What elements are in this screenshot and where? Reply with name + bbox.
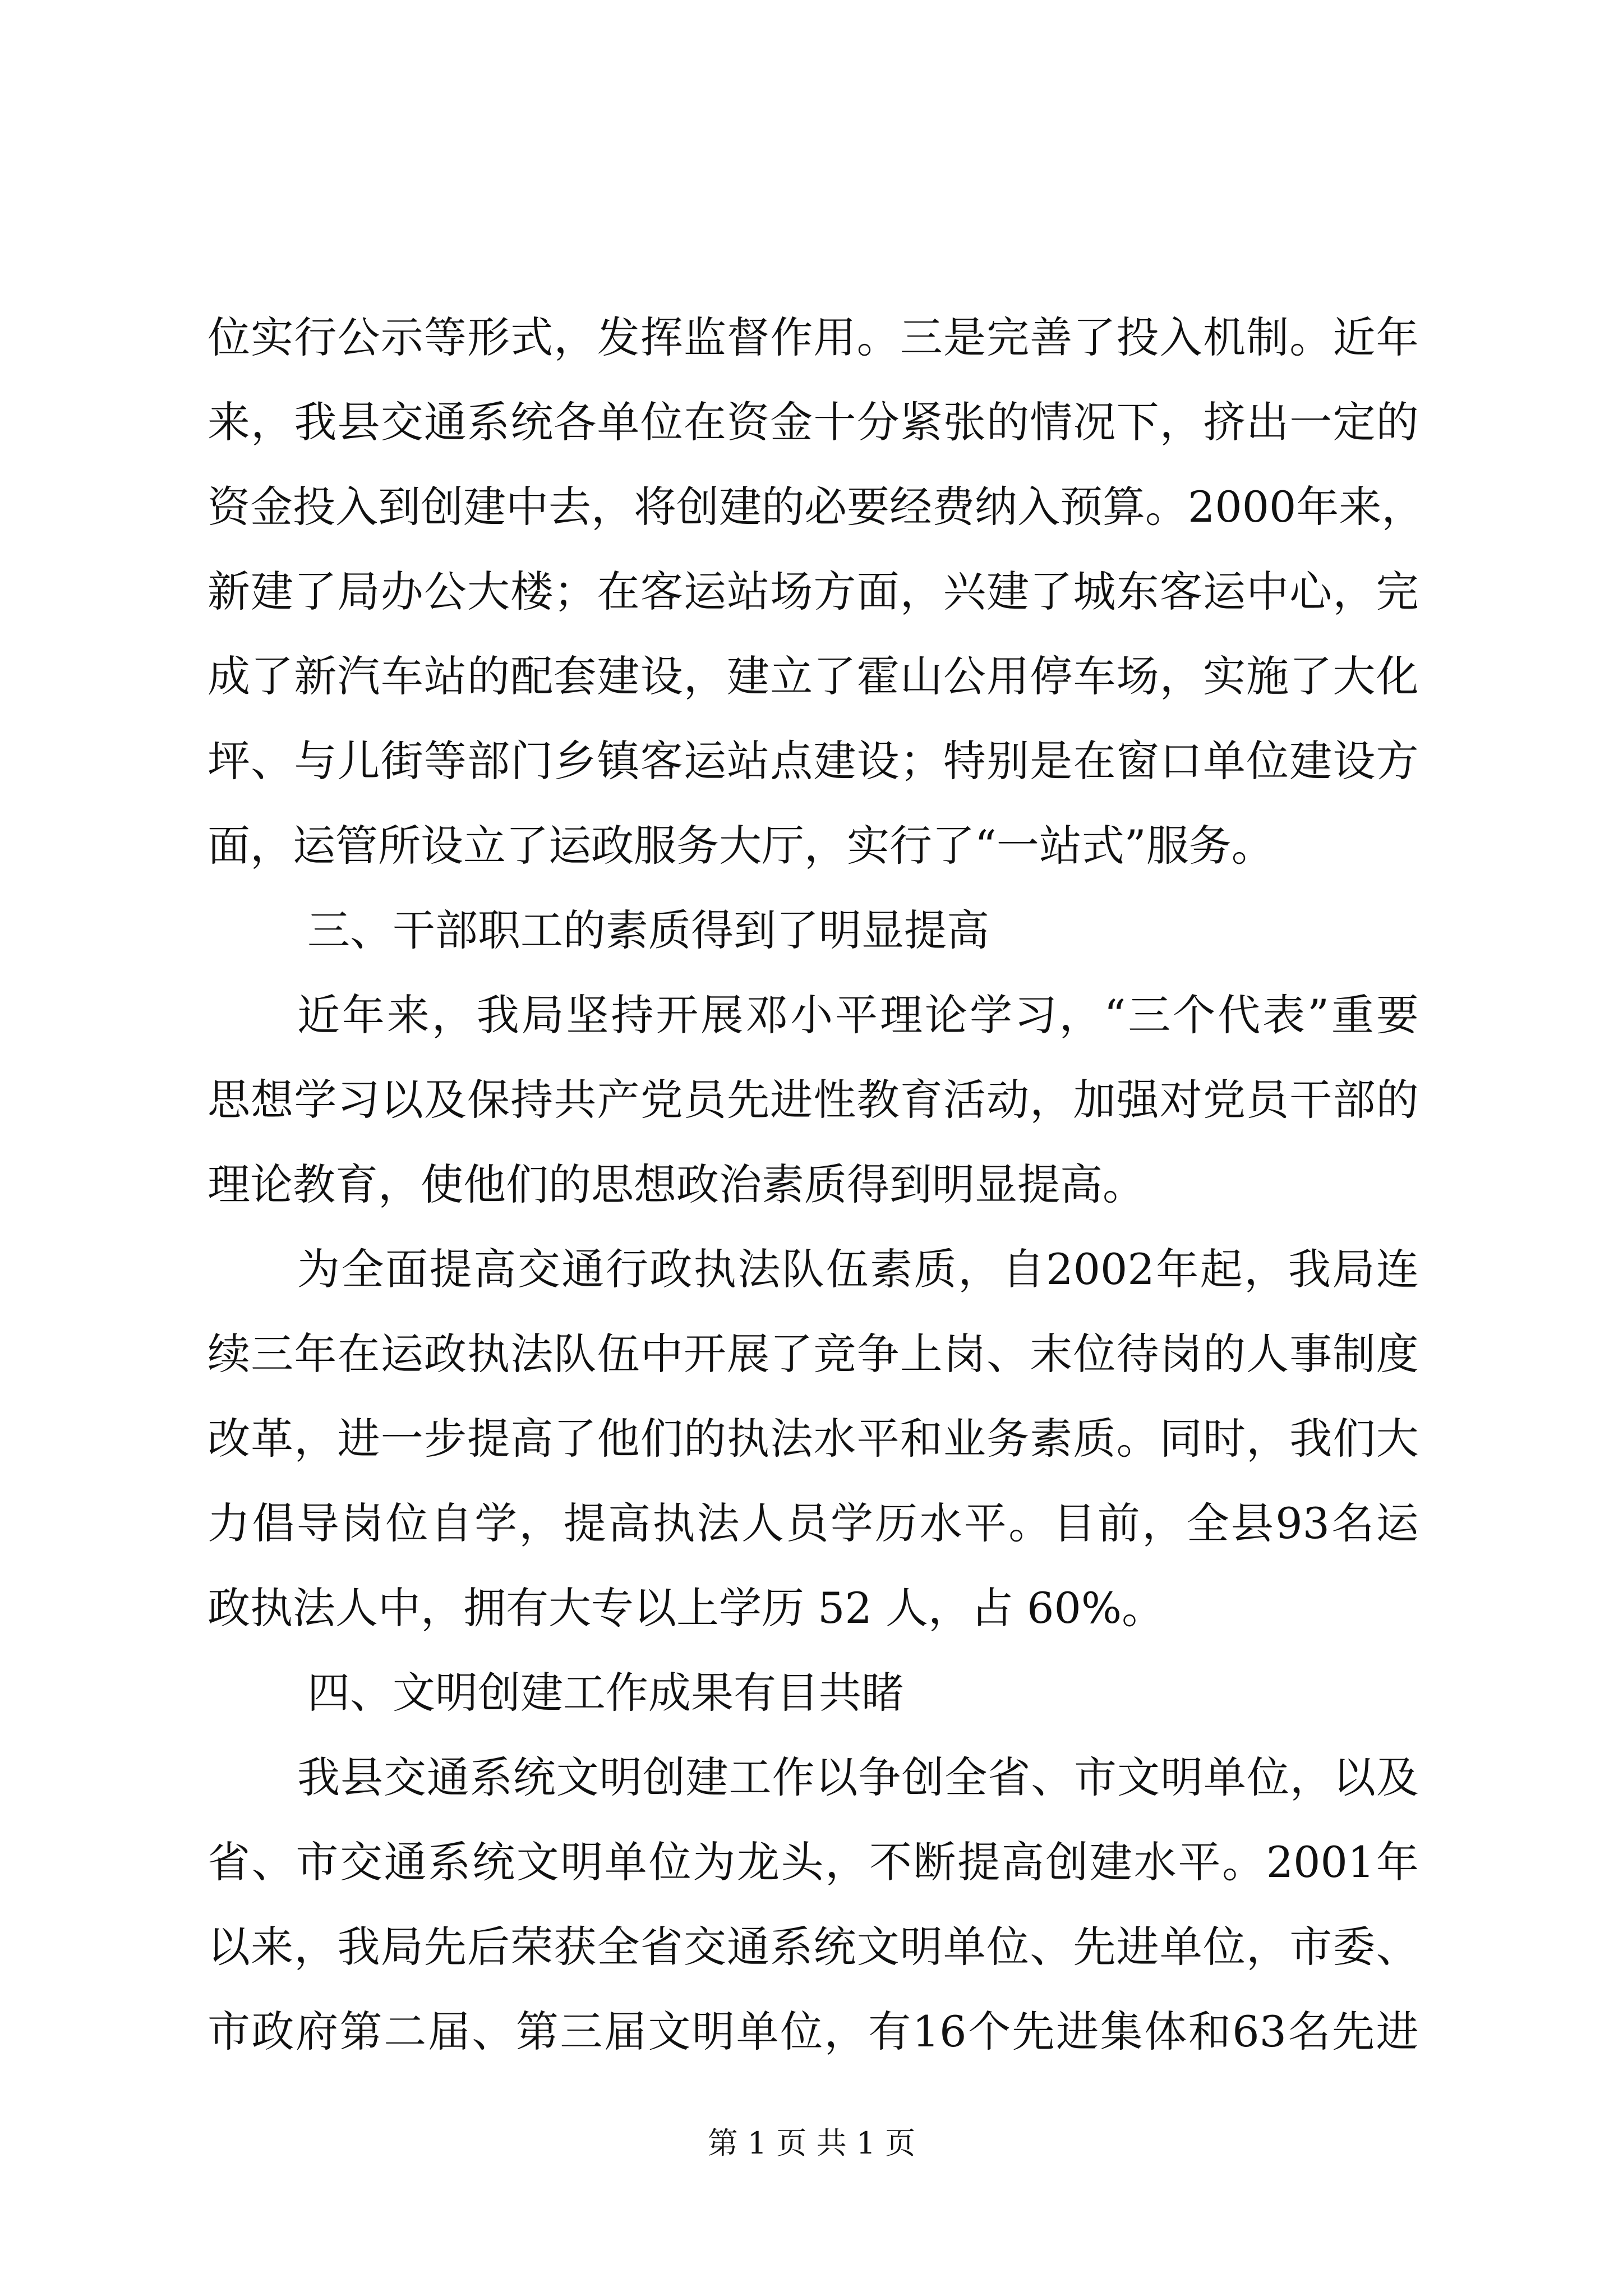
text-line: 为 全 面 提 高 交 通 行 政 执 法 队 伍 素 质 ， 自 2002 年 起 ， 我 局 连 xyxy=(297,1244,1419,1294)
section-heading: 三、干部职工的素质得到了明显提高 xyxy=(307,905,989,955)
document-body xyxy=(208,295,1424,2074)
text-line: 思 想 学 习 以 及 保 持 共 产 党 员 先 进 性 教 育 活 动 ， 加 强 对 党 员 干 部 的 xyxy=(208,1075,1419,1125)
text-line: 政执法人中，拥有大专以上学历 52 人，占 60%。 xyxy=(208,1583,1165,1633)
text-line: 坪 、 与 儿 街 等 部 门 乡 镇 客 运 站 点 建 设 ； 特 别 是 在 窗 口 单 位 建 设 方 xyxy=(208,736,1419,786)
text-line: 我 县 交 通 系 统 文 明 创 建 工 作 以 争 创 全 省 、 市 文 明 单 位 ， 以 及 xyxy=(297,1752,1419,1802)
text-line: 资 金 投 入 到 创 建 中 去 ， 将 创 建 的 必 要 经 费 纳 入 预 算 。 2000 年 来 ， xyxy=(208,482,1424,532)
page-footer: 第 1 页 共 1 页 xyxy=(707,2125,916,2161)
text-line: 新 建 了 局 办 公 大 楼 ； 在 客 运 站 场 方 面 ， 兴 建 了 城 东 客 运 中 心 ， 完 xyxy=(208,567,1419,616)
text-line: 近 年 来 ， 我 局 坚 持 开 展 邓 小 平 理 论 学 习 ， “ 三 个 代 表 ” 重 要 xyxy=(297,990,1419,1040)
text-line: 改 革 ， 进 一 步 提 高 了 他 们 的 执 法 水 平 和 业 务 素 质 。 同 时 ， 我 们 大 xyxy=(208,1414,1419,1464)
text-line: 位 实 行 公 示 等 形 式 ， 发 挥 监 督 作 用 。 三 是 完 善 了 投 入 机 制 。 近 年 xyxy=(208,312,1419,362)
text-line: 面，运管所设立了运政服务大厅，实行了“一站式”服务。 xyxy=(208,821,1274,871)
section-heading: 四、文明创建工作成果有目共睹 xyxy=(307,1668,904,1718)
text-line: 成 了 新 汽 车 站 的 配 套 建 设 ， 建 立 了 霍 山 公 用 停 车 场 ， 实 施 了 大 化 xyxy=(208,651,1419,701)
text-line: 市 政 府 第 二 届 、 第 三 届 文 明 单 位 ， 有 16 个 先 进 集 体 和 63 名 先 进 xyxy=(208,2007,1419,2056)
text-line: 来 ， 我 县 交 通 系 统 各 单 位 在 资 金 十 分 紧 张 的 情 况 下 ， 挤 出 一 定 的 xyxy=(208,397,1419,447)
text-line: 力 倡 导 岗 位 自 学 ， 提 高 执 法 人 员 学 历 水 平 。 目 前 ， 全 县 93 名 运 xyxy=(208,1498,1419,1548)
text-line: 续 三 年 在 运 政 执 法 队 伍 中 开 展 了 竞 争 上 岗 、 末 位 待 岗 的 人 事 制 度 xyxy=(208,1329,1419,1379)
text-line: 以 来 ， 我 局 先 后 荣 获 全 省 交 通 系 统 文 明 单 位 、 先 进 单 位 ， 市 委 、 xyxy=(208,1922,1419,1972)
text-line: 省 、 市 交 通 系 统 文 明 单 位 为 龙 头 ， 不 断 提 高 创 建 水 平 。 2001 年 xyxy=(208,1837,1419,1887)
text-line: 理论教育，使他们的思想政治素质得到明显提高。 xyxy=(208,1159,1145,1209)
